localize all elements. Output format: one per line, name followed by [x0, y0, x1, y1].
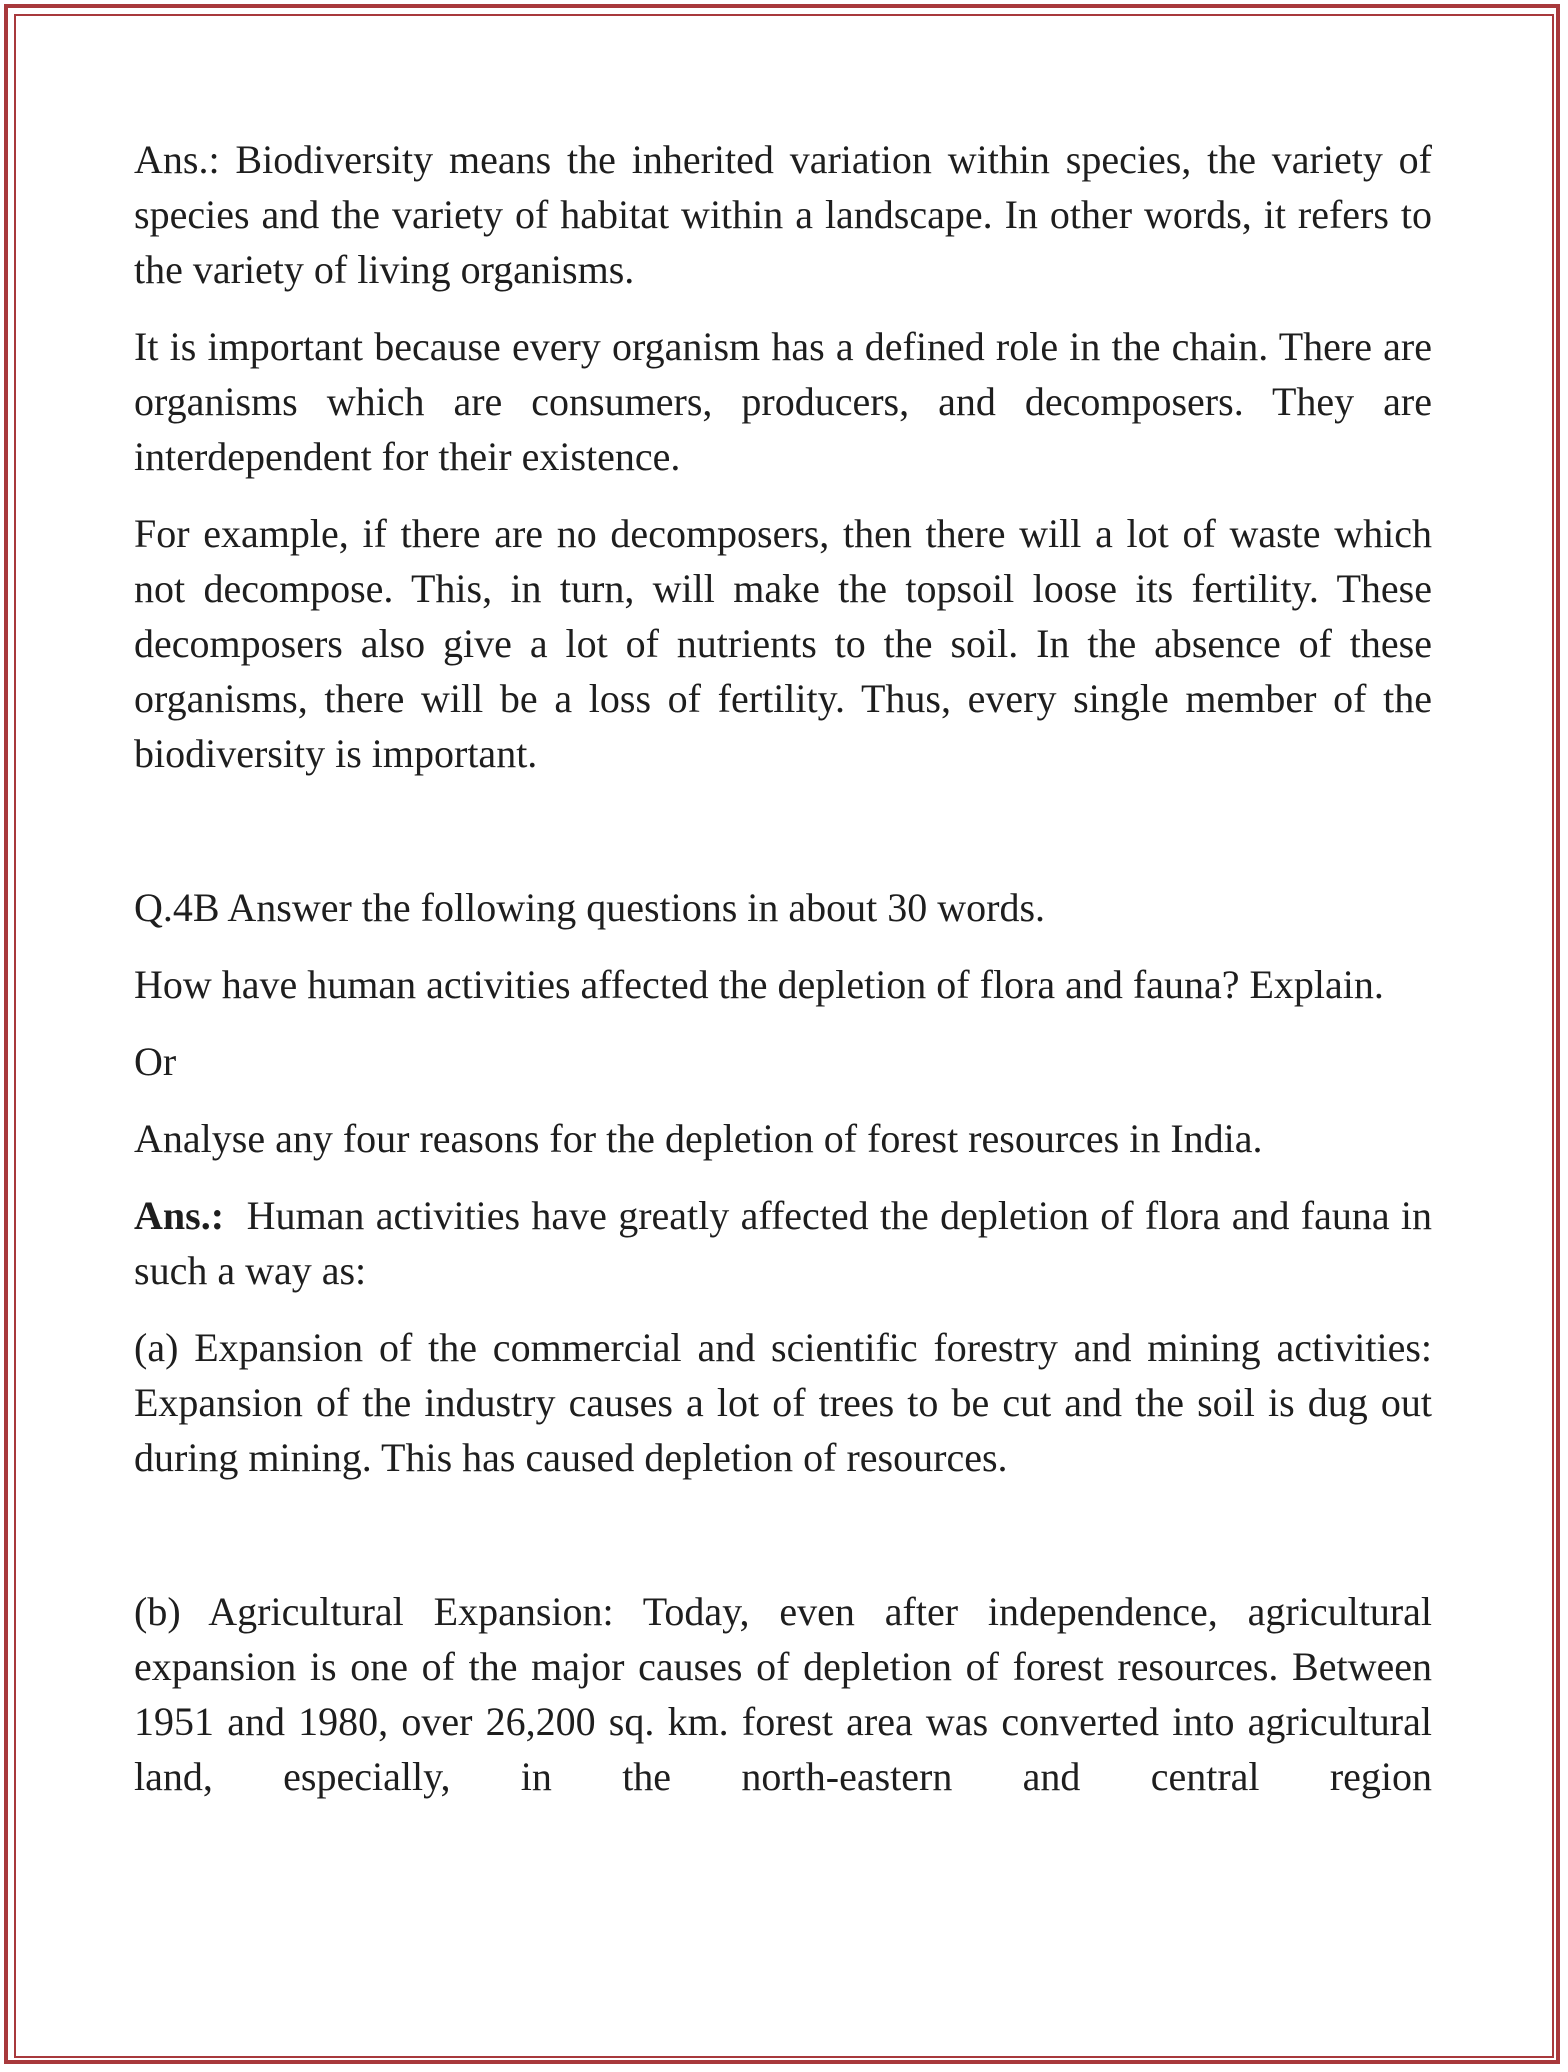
- document-body: [134, 132, 1432, 1804]
- answer2-point-a: (a) Expansion of the commercial and scientific forestry and mining activities: Expansion of the industry causes a lot of trees to be cut and the soil is dug out during mining. This has caused depletion of resources.: [134, 1325, 1432, 1480]
- question-or: Or: [134, 1039, 177, 1084]
- answer2-label: Ans.:: [134, 1193, 225, 1238]
- answer2-intro: Human activities have greatly affected the depletion of flora and fauna in such a way as:: [134, 1193, 1433, 1293]
- answer1-paragraph-2: It is important because every organism has a defined role in the chain. There are organisms which are consumers, producers, and decomposers. They are interdependent for their existence.: [134, 324, 1432, 479]
- question-text: How have human activities affected the depletion of flora and fauna? Explain.: [134, 962, 1384, 1007]
- question-alternative: Analyse any four reasons for the depletion of forest resources in India.: [134, 1116, 1263, 1161]
- answer2-point-b: (b) Agricultural Expansion: Today, even after independence, agricultural expansion is one of the major causes of depletion of forest resources. Between 1951 and 1980, over 26,200 sq. km. forest area was converted into agricultural land, especially, in the north-eastern and central region: [134, 1589, 1432, 1799]
- answer1-paragraph-1: Ans.: Biodiversity means the inherited variation within species, the variety of species and the variety of habitat within a landscape. In other words, it refers to the variety of living organisms.: [134, 137, 1432, 292]
- answer2-intro-paragraph: [134, 1188, 1432, 1298]
- answer1-paragraph-3: For example, if there are no decomposers, then there will a lot of waste which not decompose. This, in turn, will make the topsoil loose its fertility. These decomposers also give a lot of nutrients to the soil. In the absence of these organisms, there will be a loss of fertility. Thus, every single member of the biodiversity is important.: [134, 511, 1432, 776]
- question-heading: Q.4B Answer the following questions in about 30 words.: [134, 885, 1046, 930]
